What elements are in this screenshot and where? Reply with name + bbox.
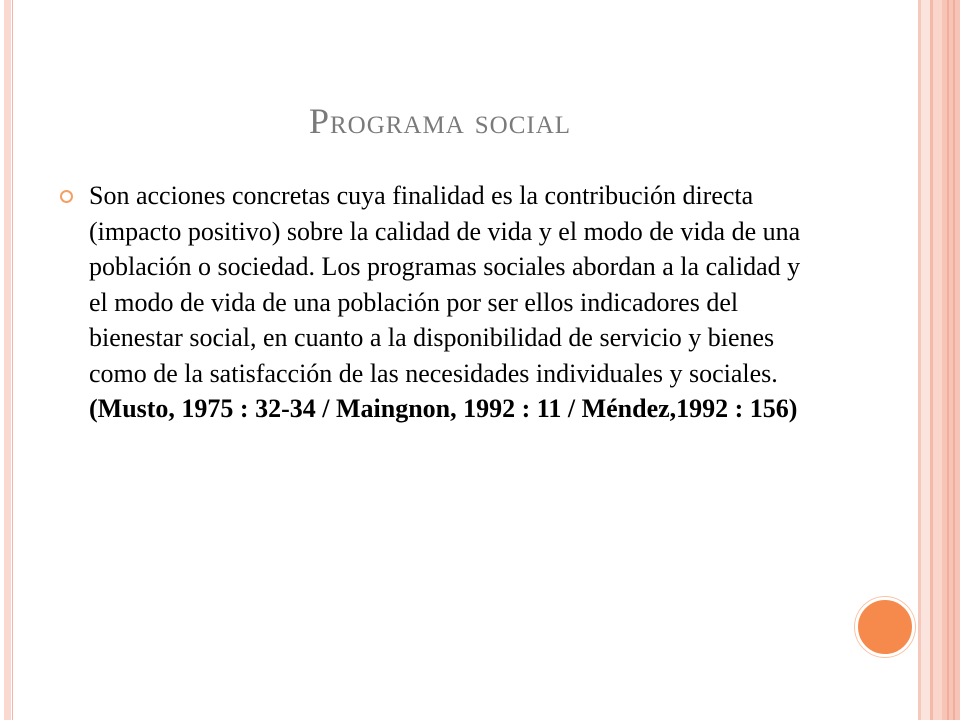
decorative-circle xyxy=(855,597,915,657)
right-stripe xyxy=(933,0,942,720)
slide-content xyxy=(60,178,820,427)
right-stripe xyxy=(947,0,949,720)
bullet-text xyxy=(89,178,820,427)
body-text: Son acciones concretas cuya finalidad es la contribución directa (impacto positivo) sobre la calidad de vida y el modo de vida de una población o sociedad. Los programas sociales abordan a la calidad y el modo de vida de una población por ser ellos indicadores del bienestar social, en cuanto a la disponibilidad de servicio y bienes como de la satisfacción de las necesidades individuales y sociales. xyxy=(89,181,801,388)
right-stripe xyxy=(942,0,960,720)
bullet-item xyxy=(60,178,820,427)
bullet-circle-icon xyxy=(60,190,73,203)
citation: (Musto, 1975 : 32-34 / Maingnon, 1992 : 11 / Méndez,1992 : 156) xyxy=(89,394,798,423)
slide-title: Programa social xyxy=(308,101,572,141)
right-stripe xyxy=(953,0,955,720)
right-stripe xyxy=(921,0,930,720)
